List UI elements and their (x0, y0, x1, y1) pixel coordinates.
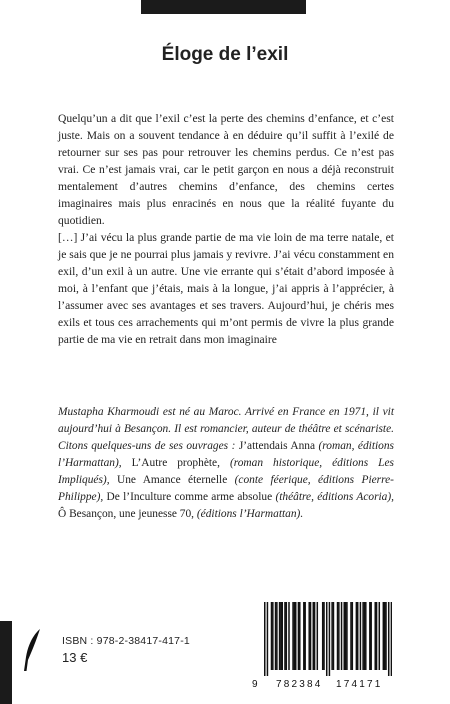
work-title-3: Une Amance éternelle (109, 474, 235, 486)
publication-info (62, 635, 190, 665)
work-title-1: J’attendais Anna (235, 440, 319, 452)
work-detail-1: (roman, éditions l’Harmattan), (58, 440, 394, 469)
isbn-number: ISBN : 978-2-38417-417-1 (62, 635, 190, 647)
price-label: 13 € (62, 650, 88, 665)
work-title-2: L’Autre prophète, (121, 457, 230, 469)
barcode-block (250, 602, 398, 702)
work-title-4: De l’Inculture comme arme absolue (103, 491, 276, 503)
book-title: Éloge de l’exil (161, 44, 289, 65)
excerpt-paragraph-2: […] J’ai vécu la plus grande partie de ma vie loin de ma terre natale, et je sais que je ne pourrai plus jamais y revivre. J’ai vécu constamment en exil, d’un exil à un autre. Une vie errante qui s’était d’abord imposée à moi, à l’enfant que j’étais, mais à la longue, j’ai appris à l’apprécier, à l’assumer avec ses avantages et ses travers. Aujourd’hui, je chéris mes exils et tous ces arrachements qui m’ont permis de vivre la plus grande partie de ma vie en retrait dans mon imaginaire (58, 231, 394, 346)
barcode-right-group: 174171 (336, 679, 383, 690)
author-bio (58, 404, 394, 523)
work-detail-2: (roman historique, éditions Les Impliqués), (58, 457, 394, 486)
spine-edge-strip (0, 621, 12, 704)
barcode-left-group: 782384 (276, 679, 323, 690)
work-detail-3: (conte féerique, éditions Pierre-Philippe), (58, 474, 394, 503)
work-title-5: Ô Besançon, une jeunesse 70, (58, 508, 197, 520)
excerpt-paragraph-1: Quelqu’un a dit que l’exil c’est la perte des chemins d’enfance, et c’est juste. Mais on a souvent tendance à en déduire qu’il suffit à l’exilé de retourner sur ses pas pour retrouver les chemins perdus. Ce n’est pas vrai. Ce n’est jamais vrai, car le petit garçon en nous a déjà reconstruit mentalement d’autres chemins d’enfance, des chemins certes imaginaires mais plus enracinés en nous que la réalité fuyante du quotidien. (58, 112, 394, 227)
barcode-image (264, 602, 392, 676)
bio-intro: Mustapha Kharmoudi est né au Maroc. Arrivé en France en 1971, il vit aujourd’hui à Besançon. Il est romancier, auteur de théâtre et scénariste. Citons quelques-uns de ses ouvrages : (58, 406, 394, 452)
top-decorative-bar (141, 0, 306, 14)
quill-logo-icon (22, 628, 42, 672)
work-detail-5: (éditions l’Harmattan). (196, 508, 304, 520)
work-detail-4: (théâtre, éditions Acoria), (275, 491, 395, 503)
excerpt-text (58, 110, 394, 348)
barcode-first-digit: 9 (252, 679, 258, 690)
